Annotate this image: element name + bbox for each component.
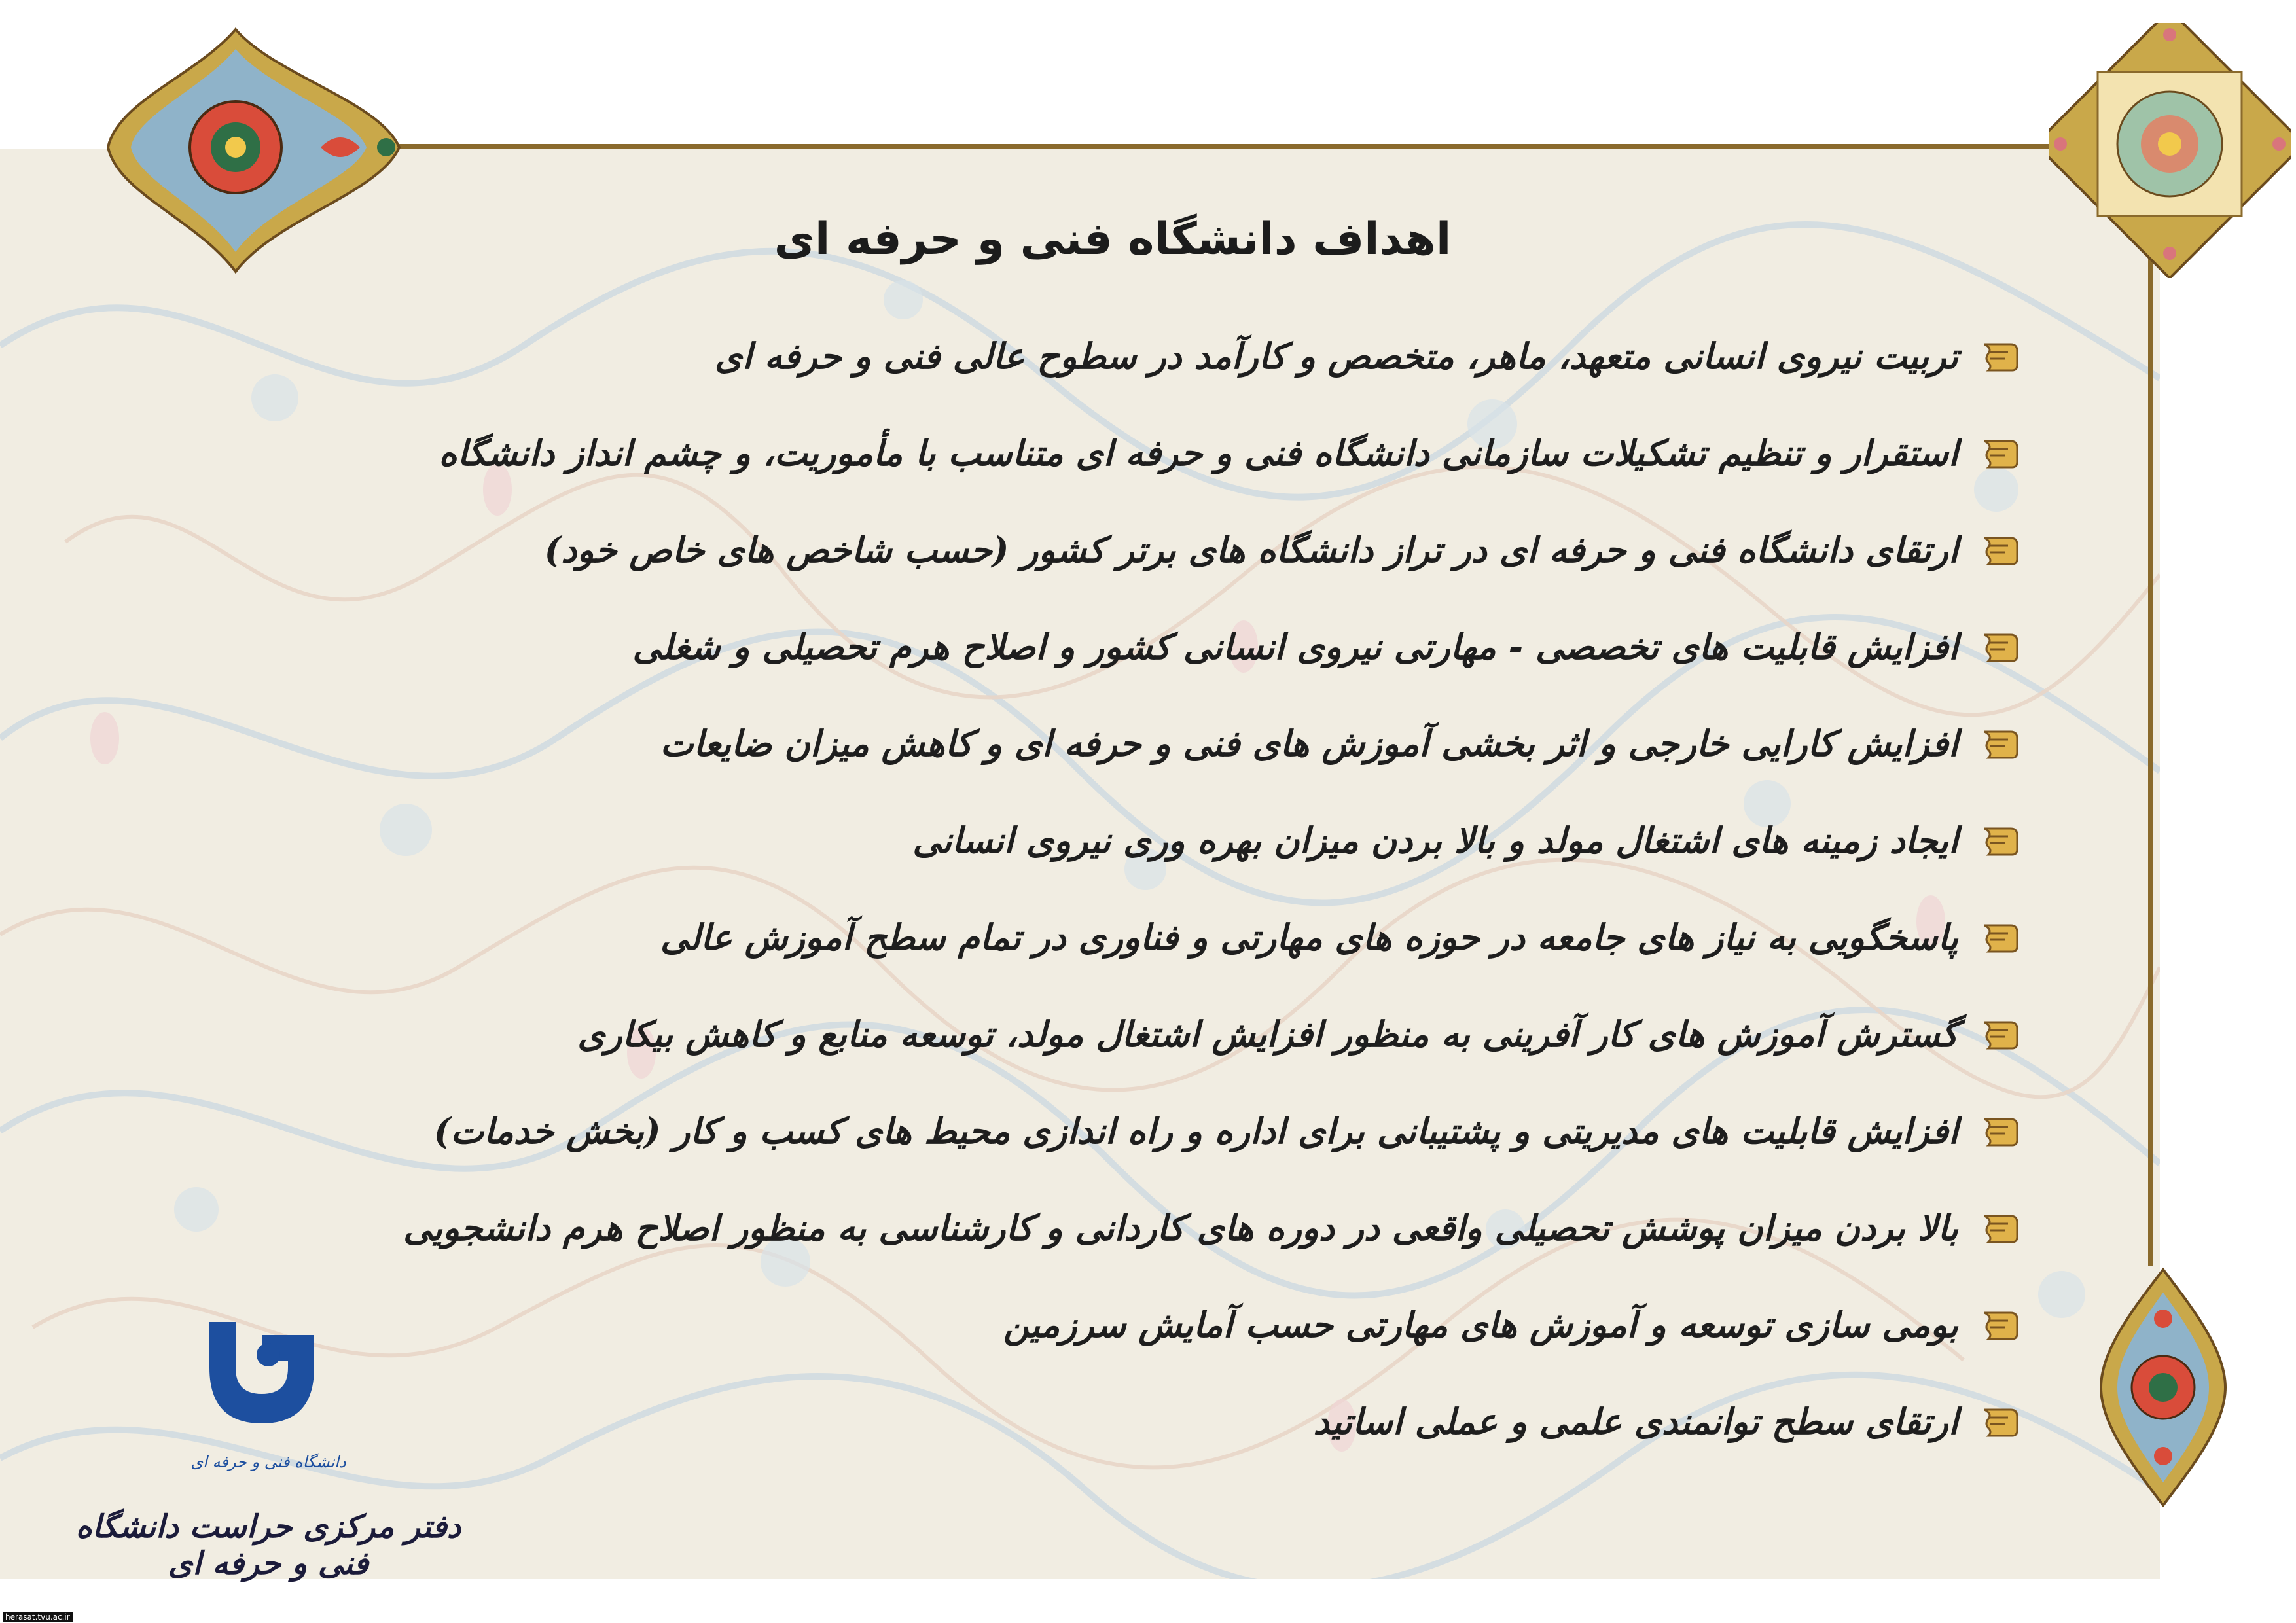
frame-right-border <box>2148 144 2153 1266</box>
scroll-bullet-icon <box>1981 1017 2021 1051</box>
frame-top-border <box>396 144 2150 149</box>
goals-list <box>385 308 2021 1470</box>
goal-text: ایجاد زمینه های اشتغال مولد و بالا بردن میزان بهره وری نیروی انسانی <box>912 819 1958 861</box>
watermark: herasat.tvu.ac.ir <box>3 1612 73 1622</box>
list-item <box>385 1082 2021 1179</box>
office-name: دفتر مرکزی حراست دانشگاه فنی و حرفه ای <box>75 1508 461 1582</box>
goal-text: ارتقای دانشگاه فنی و حرفه ای در تراز دانشگاه های برتر کشور (حسب شاخص های خاص خود) <box>544 529 1958 571</box>
list-item <box>385 1179 2021 1276</box>
scroll-bullet-icon <box>1981 1114 2021 1148</box>
list-item <box>385 1373 2021 1470</box>
list-item <box>385 308 2021 404</box>
list-item <box>385 792 2021 889</box>
list-item <box>385 695 2021 792</box>
goal-text: ارتقای سطح توانمندی علمی و عملی اساتید <box>1313 1400 1958 1442</box>
scroll-bullet-icon <box>1981 630 2021 664</box>
ornament-top-right-icon <box>2049 23 2291 278</box>
list-item <box>385 1276 2021 1373</box>
scroll-bullet-icon <box>1981 726 2021 760</box>
list-item <box>385 598 2021 695</box>
goal-text: بالا بردن میزان پوشش تحصیلی واقعی در دوره های کاردانی و کارشناسی به منظور اصلاح هرم دانشجویی <box>403 1207 1958 1249</box>
scroll-bullet-icon <box>1981 533 2021 567</box>
goal-text: استقرار و تنظیم تشکیلات سازمانی دانشگاه فنی و حرفه ای متناسب با مأموریت، و چشم انداز دانشگاه <box>439 432 1958 474</box>
scroll-bullet-icon <box>1981 1308 2021 1342</box>
scroll-bullet-icon <box>1981 1404 2021 1438</box>
university-logo-icon <box>196 1315 340 1446</box>
scroll-bullet-icon <box>1981 920 2021 954</box>
goal-text: تربیت نیروی انسانی متعهد، ماهر، متخصص و کارآمد در سطوح عالی فنی و حرفه ای <box>714 335 1958 377</box>
ornament-top-left-icon <box>105 23 406 278</box>
goal-text: افزایش قابلیت های مدیریتی و پشتیبانی برای اداره و راه اندازی محیط های کسب و کار (بخش خدمات) <box>433 1110 1958 1152</box>
goal-text: گسترش آموزش های کار آفرینی به منظور افزایش اشتغال مولد، توسعه منابع و کاهش بیکاری <box>577 1013 1958 1055</box>
list-item <box>385 501 2021 598</box>
goal-text: پاسخگویی به نیاز های جامعه در حوزه های مهارتی و فناوری در تمام سطح آموزش عالی <box>660 916 1958 958</box>
goal-text: بومی سازی توسعه و آموزش های مهارتی حسب آمایش سرزمین <box>1003 1304 1958 1346</box>
scroll-bullet-icon <box>1981 1211 2021 1245</box>
scroll-bullet-icon <box>1981 436 2021 470</box>
goal-text: افزایش کارایی خارجی و اثر بخشی آموزش های فنی و حرفه ای و کاهش میزان ضایعات <box>660 722 1958 764</box>
scroll-bullet-icon <box>1981 823 2021 857</box>
page-title: اهداف دانشگاه فنی و حرفه ای <box>774 213 1452 265</box>
logo-caption: دانشگاه فنی و حرفه ای <box>190 1453 346 1471</box>
list-item <box>385 404 2021 501</box>
goal-text: افزایش قابلیت های تخصصی - مهارتی نیروی انسانی کشور و اصلاح هرم تحصیلی و شغلی <box>632 626 1958 668</box>
list-item <box>385 986 2021 1082</box>
ornament-bottom-right-icon <box>2098 1266 2229 1508</box>
scroll-bullet-icon <box>1981 339 2021 373</box>
list-item <box>385 889 2021 986</box>
